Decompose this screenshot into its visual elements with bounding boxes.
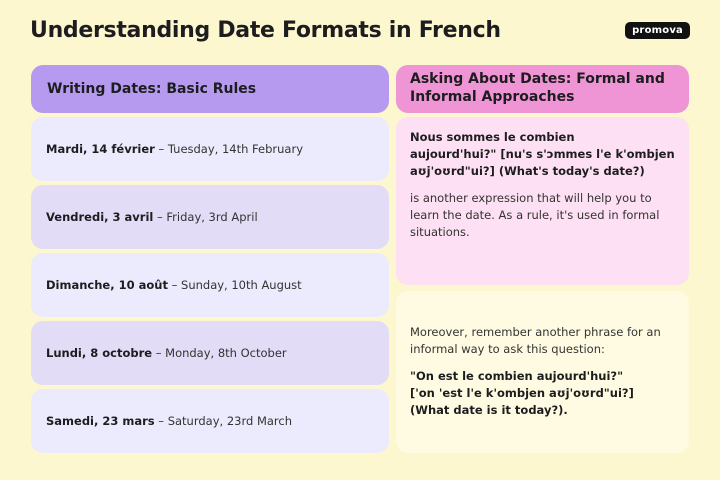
informal-phrase-line: (What date is it today?).	[410, 403, 568, 417]
informal-phrase-line: "On est le combien aujourd'hui?"	[410, 369, 624, 383]
english-date: Tuesday, 14th February	[167, 142, 304, 156]
separator: –	[154, 142, 168, 156]
separator: –	[152, 346, 166, 360]
informal-phrase-line: ['on 'est l'e k'ombjen aʊj'oʊrd"ui?]	[410, 386, 634, 400]
informal-intro-line: informal way to ask this question:	[410, 342, 605, 356]
french-date: Mardi, 14 février	[46, 142, 155, 156]
formal-phrase-line: aujourd'hui?" [nu's s'ɔmmes l'e k'ombjen	[410, 147, 675, 161]
heading-line: Asking About Dates: Formal and	[410, 71, 665, 87]
basic-rules-heading: Writing Dates: Basic Rules	[31, 65, 389, 113]
date-example-row	[31, 117, 389, 181]
separator: –	[153, 210, 167, 224]
formal-phrase-line: aʊj'oʊrd"ui?] (What's today's date?)	[410, 164, 645, 178]
date-example-row	[31, 253, 389, 317]
english-date: Friday, 3rd April	[166, 210, 258, 224]
informal-question-card	[396, 291, 689, 453]
date-example-row	[31, 389, 389, 453]
formal-note-line: situations.	[410, 225, 470, 239]
french-date: Lundi, 8 octobre	[46, 346, 153, 360]
heading-line: Informal Approaches	[410, 89, 575, 105]
basic-rules-column	[31, 65, 389, 453]
separator: –	[154, 414, 168, 428]
formal-note-line: learn the date. As a rule, it's used in formal	[410, 208, 660, 222]
english-date: Sunday, 10th August	[181, 278, 302, 292]
english-date: Monday, 8th October	[165, 346, 287, 360]
french-date: Samedi, 23 mars	[46, 414, 155, 428]
french-date: Dimanche, 10 août	[46, 278, 168, 292]
asking-dates-column	[396, 65, 689, 453]
asking-dates-heading	[396, 65, 689, 113]
brand-logo: promova	[625, 22, 690, 39]
separator: –	[167, 278, 182, 292]
french-date: Vendredi, 3 avril	[46, 210, 154, 224]
date-example-row	[31, 321, 389, 385]
formal-phrase-line: Nous sommes le combien	[410, 130, 575, 144]
formal-question-card	[396, 117, 689, 285]
page-title: Understanding Date Formats in French	[30, 18, 501, 43]
informal-intro-line: Moreover, remember another phrase for an	[410, 325, 661, 339]
english-date: Saturday, 23rd March	[167, 414, 293, 428]
date-example-row	[31, 185, 389, 249]
formal-note-line: is another expression that will help you to	[410, 191, 652, 205]
